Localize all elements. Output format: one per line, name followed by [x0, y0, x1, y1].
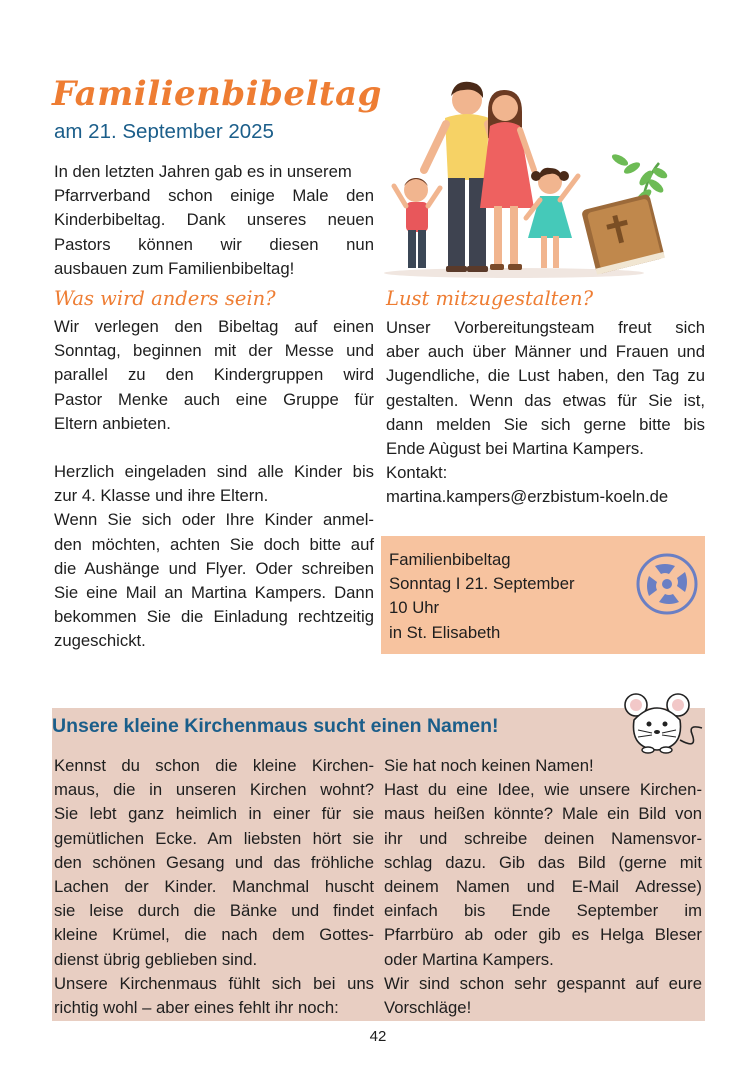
mouse-right-paragraph [384, 754, 702, 1020]
text-line: schlag dazu. Gib das Bild (gerne mit [384, 852, 702, 872]
mouse-icon [622, 690, 708, 762]
event-time: 10 Uhr [389, 598, 440, 618]
text-line: gemütlichen Ecke. Am liebsten hört sie [54, 828, 374, 848]
page-number: 42 [369, 1028, 387, 1045]
text-line: einfach bis Ende September im [384, 901, 702, 921]
text-line: dienst übrig geblieben sind. [54, 949, 258, 969]
text-line: Wir verlegen den Bibeltag auf einen [54, 317, 374, 336]
text-line: Unser Vorbereitungsteam freut sich [386, 318, 705, 337]
intro-line: In den letzten Jahren gab es in unserem [54, 162, 352, 181]
text-line: Sie eine Mail an Martina Kampers. Dann [54, 583, 374, 603]
section-heading-changes: Was wird anders sein? [54, 287, 276, 310]
text-line: Sie lebt ganz heimlich in einer für sie [54, 804, 374, 824]
event-name: Familienbibeltag [389, 550, 511, 569]
mouse-left-paragraph [54, 754, 374, 1020]
text-line: zur 4. Klasse und ihre Eltern. [54, 486, 269, 506]
text-line: Lachen der Kinder. Manchmal huscht [54, 877, 374, 897]
intro-paragraph [54, 160, 374, 281]
text-line: den schönen Gesang und das fröhliche [54, 852, 374, 872]
event-location: in St. Elisabeth [389, 622, 501, 642]
text-line: kleine Krümel, die nach dem Gottes- [54, 925, 374, 945]
text-line: Pfarrbüro ab oder gib es Helga Bleser [384, 925, 702, 945]
intro-line: Pfarrverband schon einige Male den [54, 186, 374, 206]
event-date-subtitle: am 21. September 2025 [54, 120, 274, 143]
mouse-section-title: Unsere kleine Kirchenmaus sucht einen Namen! [52, 715, 499, 737]
text-line: Hast du eine Idee, wie unsere Kirchen- [384, 780, 702, 800]
text-line: dann melden Sie sich gerne bitte bis [386, 414, 705, 434]
text-line: richtig wohl – aber eines fehlt ihr noch: [54, 998, 339, 1018]
text-line: parallel zu den Kindergruppen wird [54, 365, 374, 385]
text-line: Wenn Sie sich oder Ihre Kinder anmel- [54, 510, 374, 530]
text-line: Herzlich eingeladen sind alle Kinder bis [54, 462, 374, 481]
text-line: bekommen Sie die Einladung rechtzeitig [54, 607, 374, 627]
text-line: gestalten. Wenn das etwas für Sie ist, [386, 390, 705, 410]
hands-circle-logo-icon [635, 552, 699, 616]
text-line: Vorschläge! [384, 998, 472, 1018]
changes-paragraph-1 [54, 315, 374, 436]
intro-line: ausbauen zum Familienbibeltag! [54, 258, 295, 278]
text-line: zugeschickt. [54, 631, 146, 651]
text-line: Sonntag, beginnen mit der Messe und [54, 341, 374, 361]
intro-line: Kinderbibeltag. Dank unseres neuen [54, 210, 374, 230]
contact-email: martina.kampers@erzbistum-koeln.de [386, 487, 669, 507]
text-line: Kennst du schon die kleine Kirchen- [54, 756, 374, 775]
text-line: Kontakt: [386, 463, 448, 483]
event-info-text [389, 548, 575, 645]
text-line: die Aushänge und Flyer. Oder schreiben [54, 558, 374, 578]
text-line: den möchten, achten Sie doch bitte auf [54, 534, 374, 554]
section-heading-join: Lust mitzugestalten? [386, 287, 594, 310]
text-line: maus, die in unseren Kirchen wohnt? [54, 780, 374, 800]
text-line: Sie hat noch keinen Namen! [384, 756, 594, 775]
text-line: maus heißen könnte? Male ein Bild von [384, 804, 702, 824]
text-line: ihr und schreibe deinen Namensvor- [384, 828, 702, 848]
text-line: oder Martina Kampers. [384, 949, 554, 969]
text-line: Jugendliche, die Lust haben, den Tag zu [386, 366, 705, 386]
intro-line: Pastors können wir diesen nun [54, 234, 374, 254]
page-title: Familienbibeltag [52, 74, 382, 114]
event-day: Sonntag I 21. September [389, 574, 575, 594]
text-line: Pastor Menke auch eine Gruppe für [54, 389, 374, 409]
text-line: Eltern anbieten. [54, 413, 171, 433]
join-paragraph [386, 316, 705, 510]
family-with-bible-illustration [384, 78, 680, 278]
event-info-box [381, 536, 705, 654]
text-line: Wir sind schon sehr gespannt auf eure [384, 973, 702, 993]
text-line: deinem Namen und E-Mail Adresse) [384, 877, 702, 897]
text-line: sie leise durch die Bänke und findet [54, 901, 374, 921]
changes-paragraph-2 [54, 460, 374, 654]
text-line: Ende Aùgust bei Martina Kampers. [386, 439, 644, 459]
text-line: Unsere Kirchenmaus fühlt sich bei uns [54, 973, 374, 993]
text-line: aber auch über Männer und Frauen und [386, 342, 705, 362]
